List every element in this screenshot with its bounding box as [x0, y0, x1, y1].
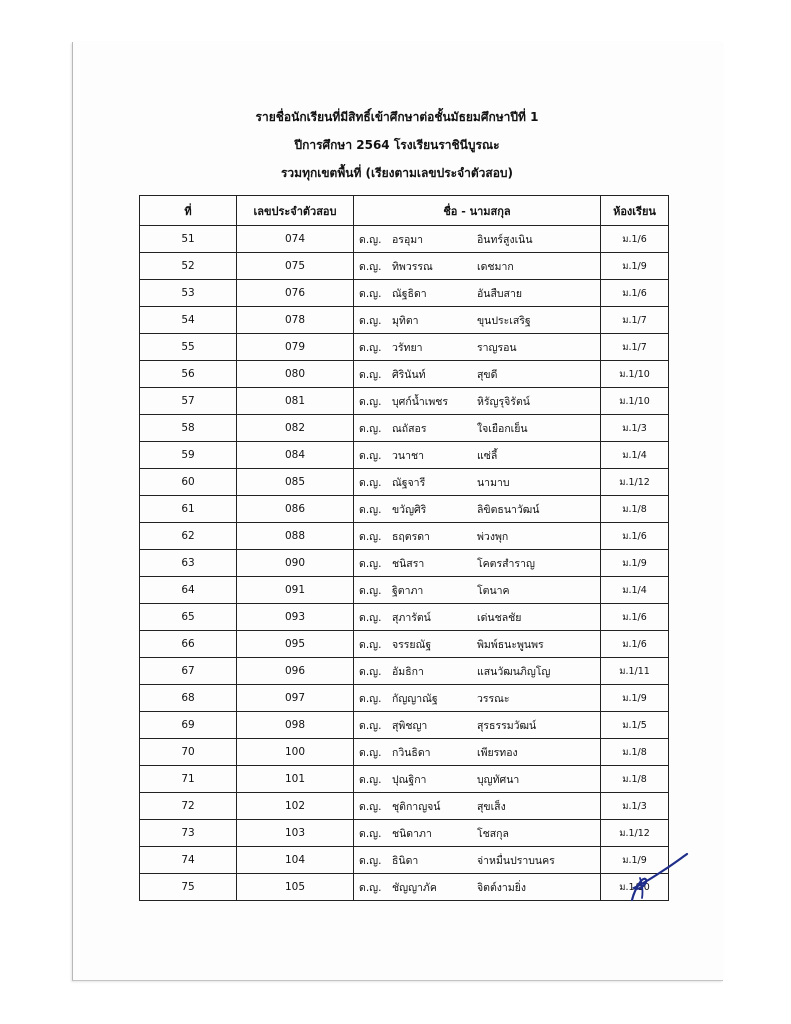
classroom: ม.1/8	[601, 496, 669, 523]
first-name: ฐิตาภา	[392, 584, 424, 597]
classroom: ม.1/3	[601, 415, 669, 442]
first-name: ชุติกาญจน์	[392, 800, 441, 813]
last-name: อินทร์สูงเนิน	[477, 233, 533, 246]
last-name: จิตต์งามยิ่ง	[477, 881, 527, 894]
student-name	[354, 334, 601, 361]
first-name: บุศก์น้ำเพชร	[392, 395, 449, 408]
classroom: ม.1/7	[601, 307, 669, 334]
table-row	[140, 793, 669, 820]
last-name: ลิขิตธนาวัฒน์	[477, 503, 540, 516]
first-name: อรอุมา	[392, 233, 424, 246]
table-row	[140, 685, 669, 712]
student-name	[354, 550, 601, 577]
last-name: จ่าหมื่นปราบนคร	[477, 854, 555, 867]
first-name: อัมธิกา	[392, 665, 424, 678]
classroom: ม.1/10	[601, 874, 669, 901]
row-number: 74	[140, 847, 237, 874]
table-row	[140, 442, 669, 469]
classroom: ม.1/7	[601, 334, 669, 361]
classroom: ม.1/3	[601, 793, 669, 820]
student-name	[354, 361, 601, 388]
name-title: ด.ญ.	[359, 665, 382, 678]
row-number: 52	[140, 253, 237, 280]
classroom: ม.1/8	[601, 739, 669, 766]
first-name: จรรยณัฐ	[392, 638, 432, 651]
last-name: แซ่ลี้	[477, 449, 498, 462]
first-name: วนาชา	[392, 449, 424, 462]
last-name: บุญทัศนา	[477, 773, 520, 786]
table-body	[140, 226, 669, 901]
table-row	[140, 658, 669, 685]
last-name: พ่วงพุก	[477, 530, 509, 543]
row-number: 62	[140, 523, 237, 550]
exam-id: 097	[237, 685, 354, 712]
student-name	[354, 496, 601, 523]
row-number: 71	[140, 766, 237, 793]
classroom: ม.1/9	[601, 550, 669, 577]
exam-id: 102	[237, 793, 354, 820]
table-row	[140, 523, 669, 550]
first-name: กัญญาณัฐ	[392, 692, 438, 705]
first-name: มุทิตา	[392, 314, 419, 327]
exam-id: 076	[237, 280, 354, 307]
classroom: ม.1/9	[601, 253, 669, 280]
row-number: 51	[140, 226, 237, 253]
last-name: หิรัญรุจิรัตน์	[477, 395, 530, 408]
header-name: ชื่อ - นามสกุล	[354, 196, 601, 226]
exam-id: 090	[237, 550, 354, 577]
table-row	[140, 820, 669, 847]
name-title: ด.ญ.	[359, 584, 382, 597]
exam-id: 098	[237, 712, 354, 739]
classroom: ม.1/12	[601, 469, 669, 496]
first-name: ทิพวรรณ	[392, 260, 433, 273]
table-row	[140, 469, 669, 496]
row-number: 63	[140, 550, 237, 577]
name-title: ด.ญ.	[359, 476, 382, 489]
student-name	[354, 631, 601, 658]
first-name: ชัญญาภัค	[392, 881, 437, 894]
classroom: ม.1/6	[601, 226, 669, 253]
student-name	[354, 388, 601, 415]
last-name: สุขดี	[477, 368, 498, 381]
table-row	[140, 739, 669, 766]
exam-id: 078	[237, 307, 354, 334]
name-title: ด.ญ.	[359, 287, 382, 300]
first-name: ณัฐธิดา	[392, 287, 427, 300]
student-name	[354, 442, 601, 469]
exam-id: 091	[237, 577, 354, 604]
row-number: 75	[140, 874, 237, 901]
first-name: ชนิสรา	[392, 557, 425, 570]
last-name: อันสืบสาย	[477, 287, 523, 300]
first-name: ปุณฐิกา	[392, 773, 427, 786]
table-row	[140, 334, 669, 361]
row-number: 56	[140, 361, 237, 388]
table-row	[140, 388, 669, 415]
last-name: เดชมาก	[477, 260, 514, 273]
exam-id: 105	[237, 874, 354, 901]
table-row	[140, 577, 669, 604]
exam-id: 104	[237, 847, 354, 874]
table-row	[140, 307, 669, 334]
table-row	[140, 712, 669, 739]
student-name	[354, 820, 601, 847]
last-name: นามาบ	[477, 476, 510, 489]
table-row	[140, 766, 669, 793]
name-title: ด.ญ.	[359, 800, 382, 813]
name-title: ด.ญ.	[359, 368, 382, 381]
document-title: รายชื่อนักเรียนที่มีสิทธิ์เข้าศึกษาต่อชั้นมัธยมศึกษาปีที่ 1	[255, 110, 539, 124]
last-name: ขุนประเสริฐ	[477, 314, 531, 327]
table-row	[140, 496, 669, 523]
table-row	[140, 550, 669, 577]
student-name	[354, 226, 601, 253]
name-title: ด.ญ.	[359, 827, 382, 840]
classroom: ม.1/4	[601, 577, 669, 604]
table-row	[140, 361, 669, 388]
name-title: ด.ญ.	[359, 395, 382, 408]
exam-id: 075	[237, 253, 354, 280]
classroom: ม.1/5	[601, 712, 669, 739]
last-name: เพียรทอง	[477, 746, 518, 759]
last-name: โชสกุล	[477, 827, 509, 840]
student-name	[354, 280, 601, 307]
classroom: ม.1/6	[601, 280, 669, 307]
row-number: 65	[140, 604, 237, 631]
first-name: ชนิดาภา	[392, 827, 432, 840]
name-title: ด.ญ.	[359, 503, 382, 516]
exam-id: 080	[237, 361, 354, 388]
first-name: ณถัสอร	[392, 422, 427, 435]
exam-id: 088	[237, 523, 354, 550]
classroom: ม.1/8	[601, 766, 669, 793]
first-name: ขวัญศิริ	[392, 503, 427, 516]
row-number: 61	[140, 496, 237, 523]
name-title: ด.ญ.	[359, 881, 382, 894]
name-title: ด.ญ.	[359, 557, 382, 570]
last-name: เด่นชลชัย	[477, 611, 522, 624]
student-list-table	[139, 195, 669, 901]
first-name: ศิรินันท์	[392, 368, 426, 381]
table-row	[140, 226, 669, 253]
exam-id: 081	[237, 388, 354, 415]
table-row	[140, 874, 669, 901]
classroom: ม.1/4	[601, 442, 669, 469]
student-name	[354, 415, 601, 442]
classroom: ม.1/6	[601, 631, 669, 658]
exam-id: 095	[237, 631, 354, 658]
classroom: ม.1/10	[601, 361, 669, 388]
row-number: 66	[140, 631, 237, 658]
name-title: ด.ญ.	[359, 449, 382, 462]
student-name	[354, 712, 601, 739]
student-name	[354, 469, 601, 496]
name-title: ด.ญ.	[359, 611, 382, 624]
table-row	[140, 253, 669, 280]
first-name: วรัทยา	[392, 341, 423, 354]
last-name: ใจเยือกเย็น	[477, 422, 528, 435]
name-title: ด.ญ.	[359, 530, 382, 543]
row-number: 54	[140, 307, 237, 334]
row-number: 72	[140, 793, 237, 820]
name-title: ด.ญ.	[359, 422, 382, 435]
student-name	[354, 577, 601, 604]
exam-id: 074	[237, 226, 354, 253]
document-subtitle-scope: รวมทุกเขตพื้นที่ (เรียงตามเลขประจำตัวสอบ)	[280, 166, 514, 180]
row-number: 64	[140, 577, 237, 604]
row-number: 57	[140, 388, 237, 415]
classroom: ม.1/6	[601, 604, 669, 631]
first-name: ณัฐจารี	[392, 476, 426, 489]
first-name: สุภารัตน์	[392, 611, 431, 624]
exam-id: 085	[237, 469, 354, 496]
name-title: ด.ญ.	[359, 260, 382, 273]
table-row	[140, 847, 669, 874]
first-name: กวินธิดา	[392, 746, 431, 759]
header-exam-id: เลขประจำตัวสอบ	[237, 196, 354, 226]
table-row	[140, 280, 669, 307]
student-name	[354, 739, 601, 766]
student-name	[354, 604, 601, 631]
row-number: 67	[140, 658, 237, 685]
row-number: 58	[140, 415, 237, 442]
last-name: แสนวัฒนภิญโญ	[477, 665, 551, 678]
row-number: 60	[140, 469, 237, 496]
exam-id: 103	[237, 820, 354, 847]
student-name	[354, 874, 601, 901]
row-number: 69	[140, 712, 237, 739]
last-name: สุขเส็ง	[477, 800, 506, 813]
name-title: ด.ญ.	[359, 233, 382, 246]
row-number: 59	[140, 442, 237, 469]
student-name	[354, 685, 601, 712]
last-name: ราญรอน	[477, 341, 517, 354]
row-number: 68	[140, 685, 237, 712]
classroom: ม.1/10	[601, 388, 669, 415]
classroom: ม.1/9	[601, 847, 669, 874]
last-name: โตนาค	[477, 584, 510, 597]
document-subtitle-year-school: ปีการศึกษา 2564 โรงเรียนราชินีบูรณะ	[294, 138, 500, 152]
table-row	[140, 604, 669, 631]
name-title: ด.ญ.	[359, 746, 382, 759]
header-room: ห้องเรียน	[601, 196, 669, 226]
exam-id: 082	[237, 415, 354, 442]
student-name	[354, 847, 601, 874]
row-number: 55	[140, 334, 237, 361]
last-name: โคตรสำราญ	[477, 557, 535, 570]
student-name	[354, 523, 601, 550]
last-name: วรรณะ	[477, 692, 510, 705]
first-name: ธินิดา	[392, 854, 419, 867]
exam-id: 100	[237, 739, 354, 766]
student-name	[354, 766, 601, 793]
student-name	[354, 658, 601, 685]
name-title: ด.ญ.	[359, 773, 382, 786]
student-name	[354, 253, 601, 280]
classroom: ม.1/9	[601, 685, 669, 712]
name-title: ด.ญ.	[359, 341, 382, 354]
classroom: ม.1/6	[601, 523, 669, 550]
exam-id: 079	[237, 334, 354, 361]
exam-id: 093	[237, 604, 354, 631]
exam-id: 084	[237, 442, 354, 469]
first-name: ธฤตรดา	[392, 530, 430, 543]
classroom: ม.1/12	[601, 820, 669, 847]
row-number: 53	[140, 280, 237, 307]
name-title: ด.ญ.	[359, 854, 382, 867]
exam-id: 086	[237, 496, 354, 523]
header-no: ที่	[140, 196, 237, 226]
last-name: พิมพ์ธนะพูนพร	[477, 638, 544, 651]
table-row	[140, 415, 669, 442]
name-title: ด.ญ.	[359, 314, 382, 327]
signature-mark	[618, 848, 690, 908]
first-name: สุพิชญา	[392, 719, 428, 732]
last-name: สุรธรรมวัฒน์	[477, 719, 537, 732]
student-name	[354, 307, 601, 334]
table-row	[140, 631, 669, 658]
row-number: 73	[140, 820, 237, 847]
name-title: ด.ญ.	[359, 692, 382, 705]
row-number: 70	[140, 739, 237, 766]
student-name	[354, 793, 601, 820]
name-title: ด.ญ.	[359, 638, 382, 651]
name-title: ด.ญ.	[359, 719, 382, 732]
exam-id: 096	[237, 658, 354, 685]
table-header-row	[140, 196, 669, 226]
classroom: ม.1/11	[601, 658, 669, 685]
exam-id: 101	[237, 766, 354, 793]
